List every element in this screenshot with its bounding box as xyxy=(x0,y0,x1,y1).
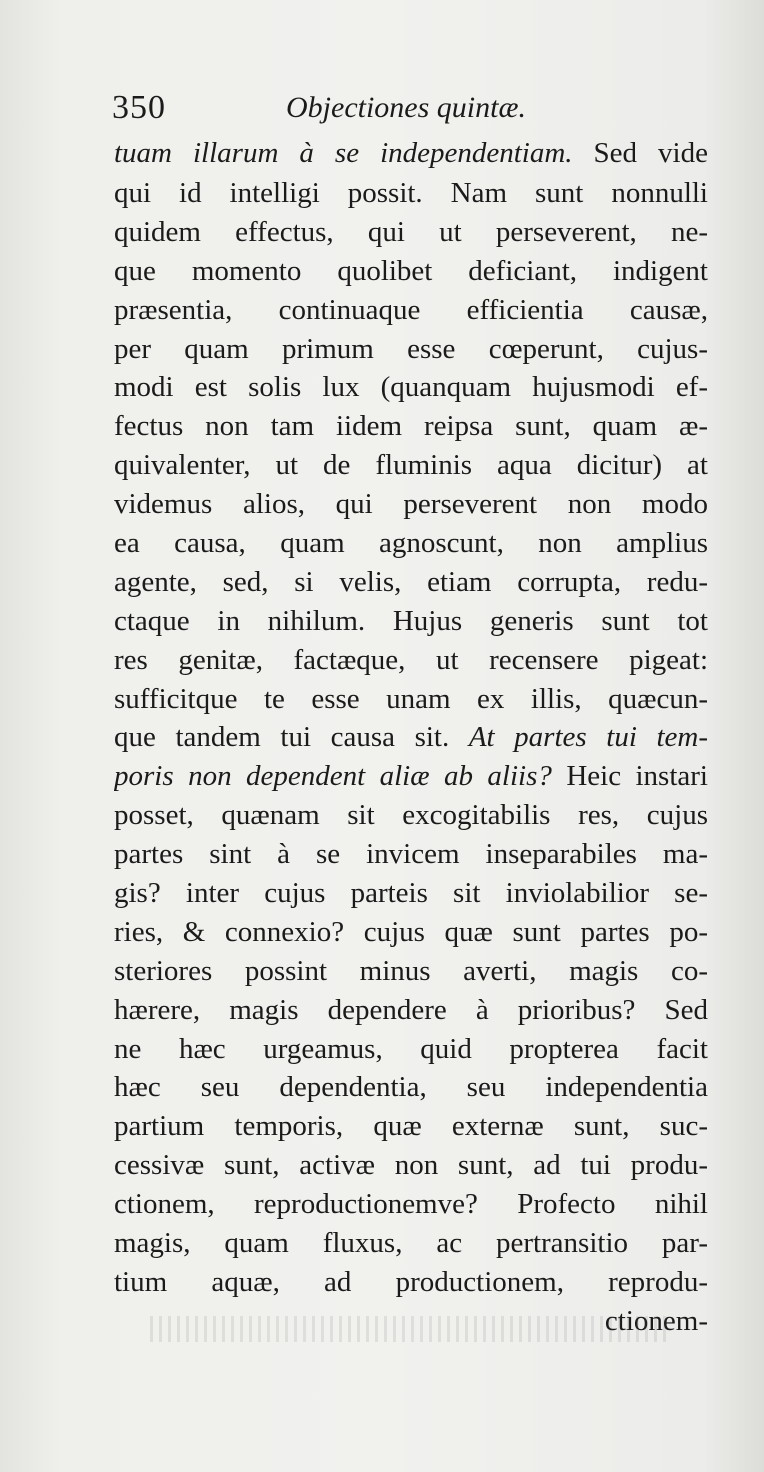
text-roman: ea causa, quam agnoscunt, non amplius xyxy=(114,527,708,560)
text-line xyxy=(114,757,708,796)
text-line xyxy=(114,1146,708,1185)
text-line xyxy=(114,835,708,874)
show-through-ink xyxy=(150,1316,670,1342)
text-roman: tium aquæ, ad productionem, reprodu- xyxy=(114,1265,708,1298)
text-line xyxy=(114,1068,708,1107)
text-roman: agente, sed, si velis, etiam corrupta, redu- xyxy=(114,565,708,598)
text-roman: steriores possint minus averti, magis co- xyxy=(114,954,708,987)
text-roman: ne hæc urgeamus, quid propterea facit xyxy=(114,1032,708,1065)
text-roman: videmus alios, qui perseverent non modo xyxy=(114,488,708,521)
page-number: 350 xyxy=(112,89,166,126)
text-roman: ctaque in nihilum. Hujus generis sunt tot xyxy=(114,604,708,637)
text-roman: sufficitque te esse unam ex illis, quæcun- xyxy=(114,682,708,715)
text-line xyxy=(114,1107,708,1146)
text-roman: ctionem- xyxy=(604,1304,708,1337)
text-roman: res genitæ, factæque, ut recensere pigeat: xyxy=(114,643,708,676)
text-roman: per quam primum esse cœperunt, cujus- xyxy=(114,332,708,365)
text-roman: hæc seu dependentia, seu independentia xyxy=(114,1071,708,1104)
text-italic: At partes tui tem- xyxy=(468,721,708,754)
running-title: Objectiones quintæ. xyxy=(286,91,526,124)
text-roman: posset, quænam sit excogitabilis res, cujus xyxy=(114,799,708,832)
text-line xyxy=(114,1185,708,1224)
text-line xyxy=(114,796,708,835)
text-roman: gis? inter cujus parteis sit inviolabilior se- xyxy=(114,877,708,910)
text-roman: Heic instari xyxy=(551,760,708,793)
text-line xyxy=(114,368,708,407)
text-line xyxy=(114,952,708,991)
text-line xyxy=(114,991,708,1030)
text-roman: partes sint à se invicem inseparabiles ma- xyxy=(114,838,708,871)
text-roman: ries, & connexio? cujus quæ sunt partes po- xyxy=(114,915,708,948)
text-line xyxy=(114,485,708,524)
text-line xyxy=(114,718,708,757)
text-roman: Sed vide xyxy=(572,137,708,169)
text-line xyxy=(114,407,708,446)
text-line xyxy=(114,330,708,369)
text-roman: modi est solis lux (quanquam hujusmodi ef- xyxy=(114,371,708,404)
text-line xyxy=(114,174,708,213)
text-roman: partium temporis, quæ externæ sunt, suc- xyxy=(114,1110,708,1143)
page-header xyxy=(112,86,712,130)
text-line xyxy=(114,213,708,252)
text-roman: quivalenter, ut de fluminis aqua dicitur) at xyxy=(114,449,708,482)
text-roman: præsentia, continuaque efficientia causæ, xyxy=(114,293,708,326)
text-roman: cessivæ sunt, activæ non sunt, ad tui produ- xyxy=(114,1149,708,1182)
text-line xyxy=(114,1263,708,1302)
text-line xyxy=(114,291,708,330)
text-roman: ctionem, reproductionemve? Profecto nihil xyxy=(114,1188,708,1221)
text-line xyxy=(114,641,708,680)
text-line xyxy=(114,446,708,485)
text-line xyxy=(114,524,708,563)
text-line xyxy=(114,1224,708,1263)
body-text xyxy=(114,132,708,1341)
text-line xyxy=(114,680,708,719)
text-roman: magis, quam fluxus, ac pertransitio par- xyxy=(114,1227,708,1260)
text-roman: fectus non tam iidem reipsa sunt, quam æ- xyxy=(114,410,708,443)
text-line xyxy=(114,1030,708,1069)
text-italic: poris non dependent aliæ ab aliis? xyxy=(114,760,552,793)
text-roman: qui id intelligi possit. Nam sunt nonnulli xyxy=(114,177,708,209)
text-line xyxy=(114,132,708,174)
text-line xyxy=(114,874,708,913)
text-roman: que momento quolibet deficiant, indigent xyxy=(114,254,708,287)
text-line xyxy=(114,602,708,641)
text-line xyxy=(114,913,708,952)
text-italic: tuam illarum à se independentiam. xyxy=(114,137,573,169)
text-line xyxy=(114,563,708,602)
text-roman: hærere, magis dependere à prioribus? Sed xyxy=(114,993,708,1026)
text-roman: que tandem tui causa sit. xyxy=(114,721,469,754)
text-roman: quidem effectus, qui ut perseverent, ne- xyxy=(114,215,708,248)
text-line xyxy=(114,252,708,291)
